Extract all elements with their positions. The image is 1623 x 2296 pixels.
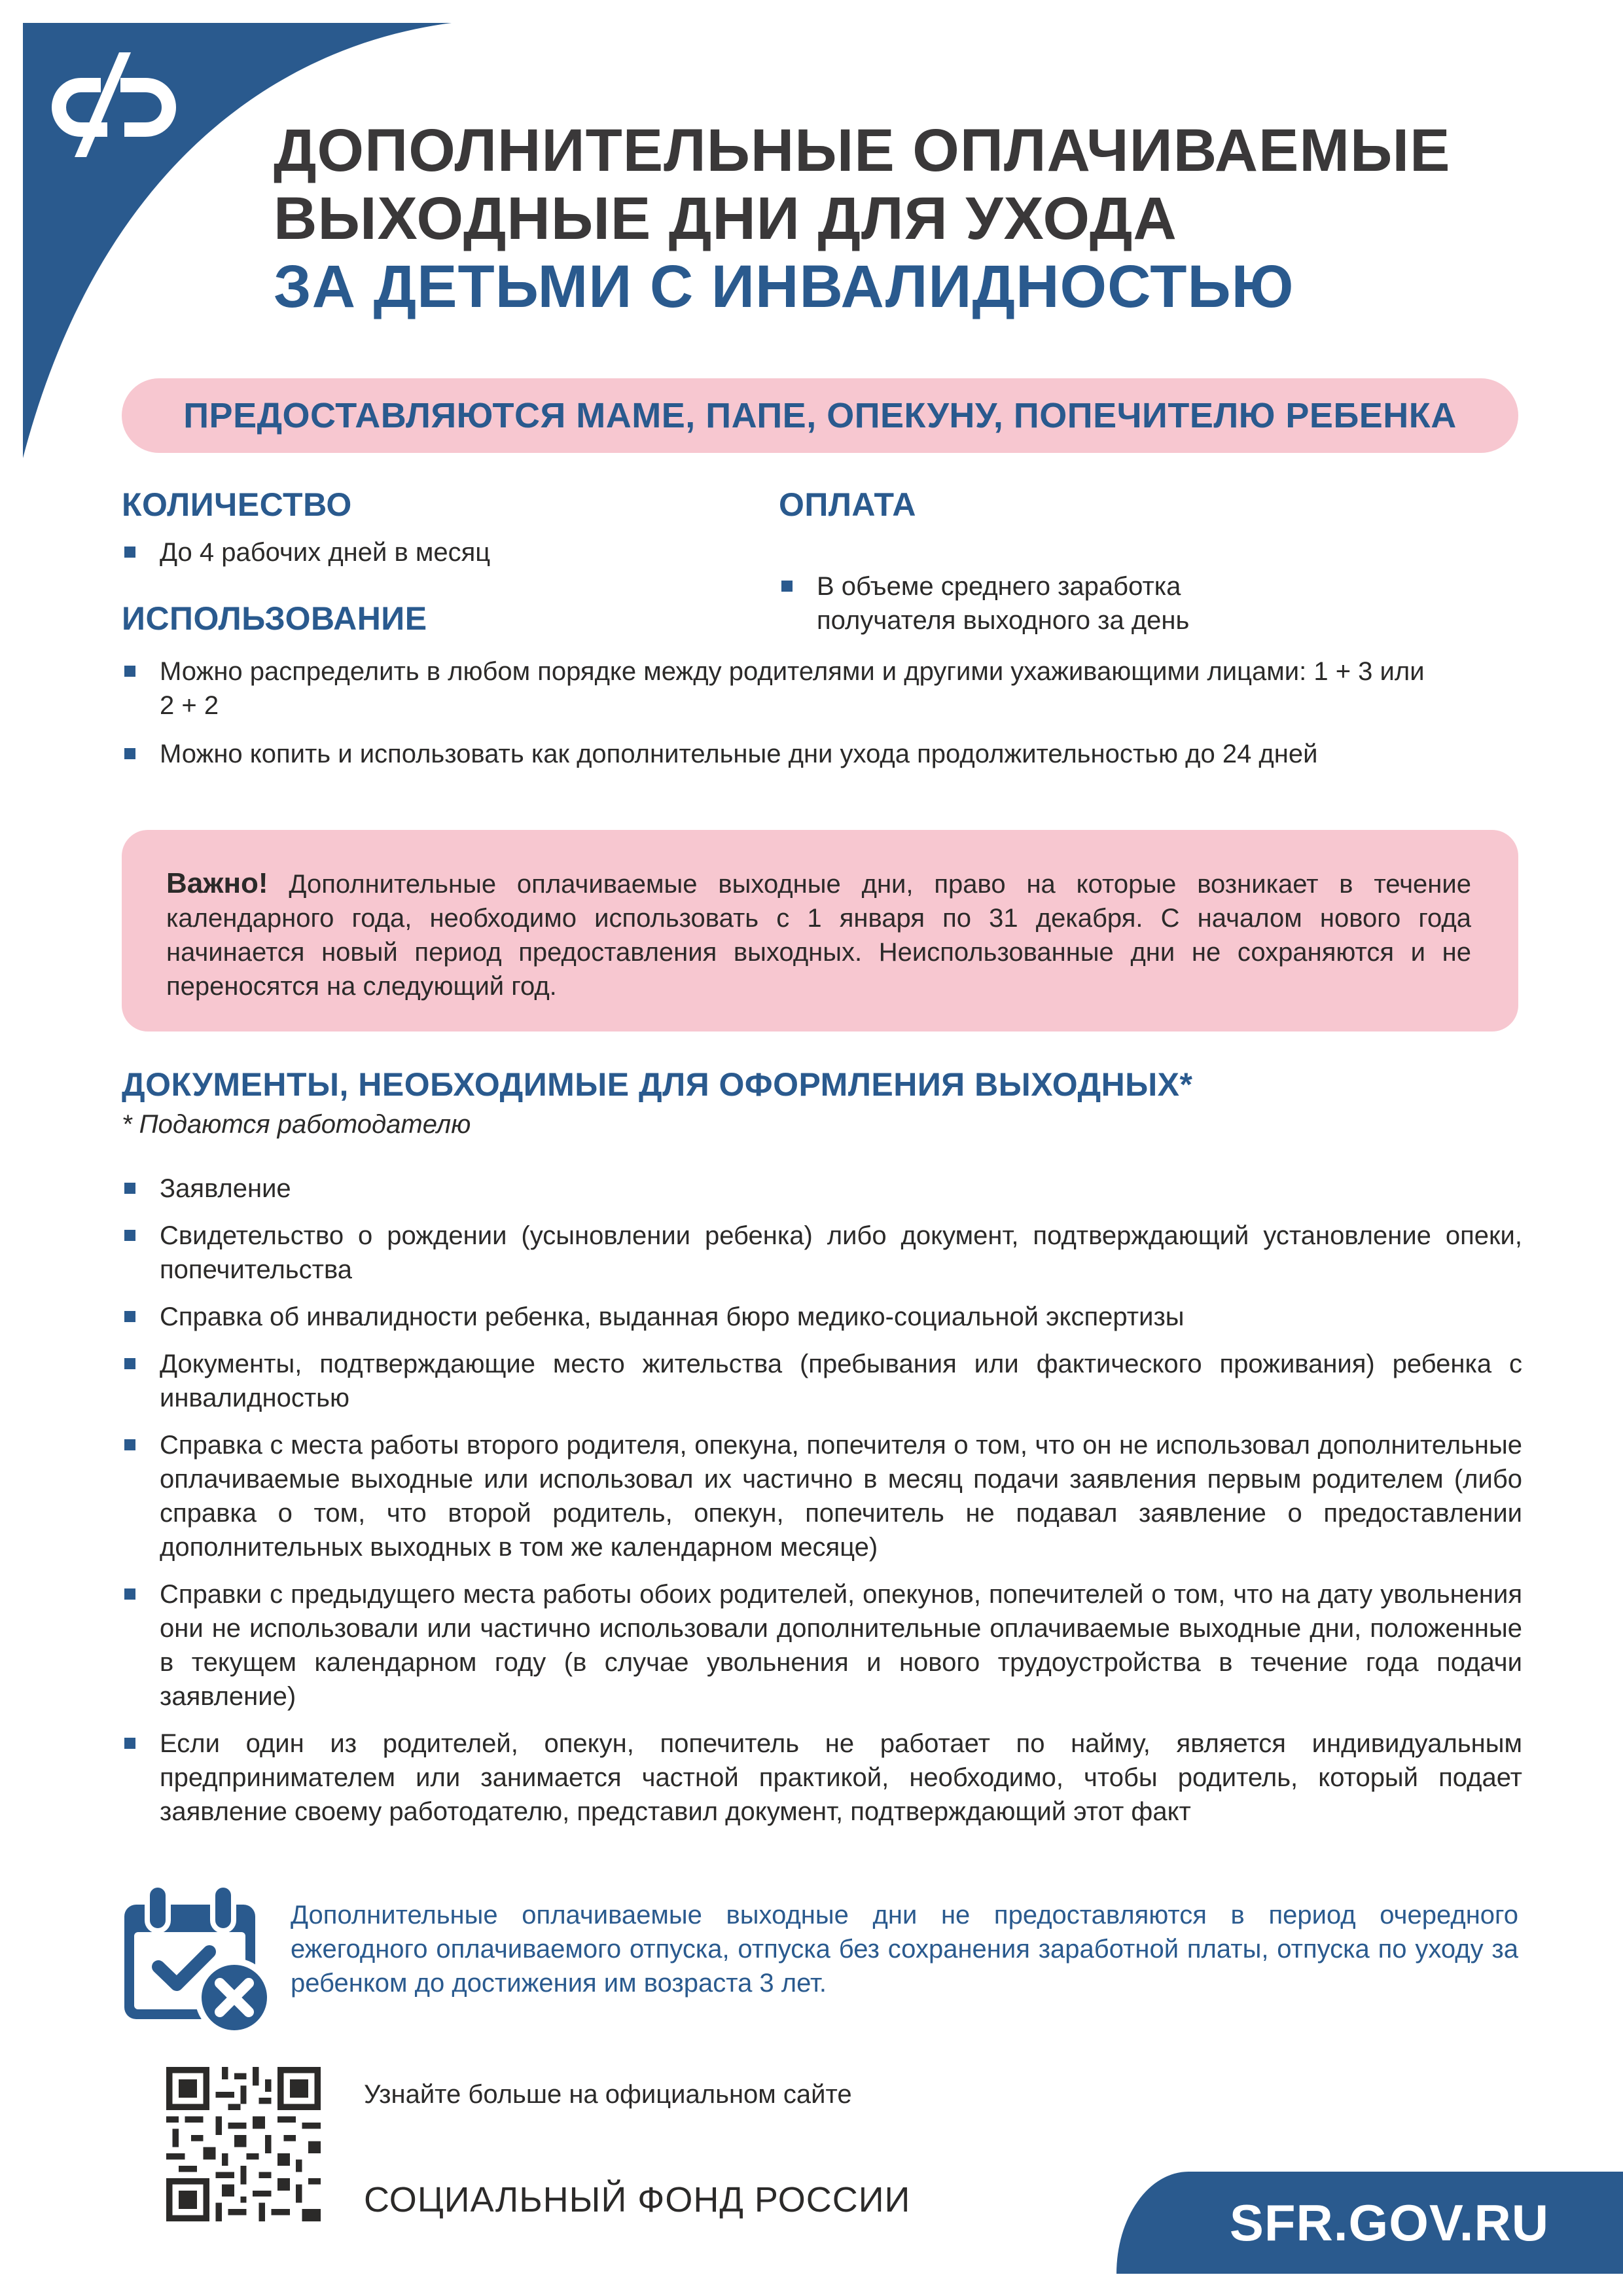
calendar-check-cancel-icon — [118, 1885, 275, 2036]
sfr-logo-icon — [47, 52, 185, 164]
usage-list — [122, 655, 1431, 771]
documents-footnote: * Подаются работодателю — [122, 1110, 471, 1139]
document-item: Свидетельство о рождении (усыновлении ребенка) либо документ, подтверждающий установление опеки, попечительства — [122, 1219, 1522, 1287]
page-title — [274, 117, 1450, 321]
important-notice — [166, 867, 1471, 1003]
title-line-1: ДОПОЛНИТЕЛЬНЫЕ ОПЛАЧИВАЕМЫЕ — [274, 117, 1451, 184]
website-badge[interactable] — [1116, 2172, 1623, 2274]
document-item: Справка с места работы второго родителя, опекуна, попечителя о том, что он не использовал дополнительные оплачиваемые выходные или использовал их частично в месяц подачи заявления первым родителем (либо справка о том, что второй родитель, опекун, попечитель не подавал заявление о предоставлении дополнительных выходных в том же календарном месяце) — [122, 1428, 1522, 1564]
usage-heading: ИСПОЛЬЗОВАНИЕ — [122, 600, 427, 637]
important-notice-box — [122, 830, 1518, 1031]
document-item: Заявление — [122, 1172, 1522, 1206]
document-item: Если один из родителей, опекун, попечитель не работает по найму, является индивидуальным предпринимателем или занимается частной практикой, необходимо, чтобы родитель, который подает заявление своему работодателю, представил документ, подтверждающий этот факт — [122, 1727, 1522, 1829]
important-text: Дополнительные оплачиваемые выходные дни, право на которые возникает в течение календарного года, необходимо использовать с 1 января по 31 декабря. С началом нового года начинается новый период предоставления выходных. Неиспользованные дни не сохраняются и не переносятся на следующий год. — [166, 870, 1471, 1001]
usage-item: Можно копить и использовать как дополнительные дни ухода продолжительностью до 24 дней — [122, 737, 1431, 771]
documents-heading: ДОКУМЕНТЫ, НЕОБХОДИМЫЕ ДЛЯ ОФОРМЛЕНИЯ ВЫХОДНЫХ* — [122, 1066, 1193, 1103]
documents-list — [122, 1172, 1522, 1842]
quantity-item: До 4 рабочих дней в месяц — [122, 535, 801, 569]
notice-text: Дополнительные оплачиваемые выходные дни не предоставляются в период очередного ежегодного оплачиваемого отпуска, отпуска без сохранения заработной платы, отпуска по уходу за ребенком до достижения им возраста 3 лет. — [291, 1901, 1518, 1998]
eligibility-text: ПРЕДОСТАВЛЯЮТСЯ МАМЕ, ПАПЕ, ОПЕКУНУ, ПОПЕЧИТЕЛЮ РЕБЕНКА — [183, 396, 1457, 435]
learn-more-text: Узнайте больше на официальном сайте — [364, 2080, 852, 2109]
payment-item: В объеме среднего заработка получателя выходного за день — [779, 569, 1314, 637]
payment-heading: ОПЛАТА — [779, 486, 917, 523]
usage-item: Можно распределить в любом порядке между родителями и другими ухаживающими лицами: 1 + 3 или 2 + 2 — [122, 655, 1431, 723]
title-line-3: ЗА ДЕТЬМИ С ИНВАЛИДНОСТЬЮ — [274, 253, 1294, 320]
important-label: Важно! — [166, 867, 268, 899]
eligibility-banner — [122, 378, 1518, 453]
document-item: Справки с предыдущего места работы обоих родителей, опекунов, попечителей о том, что на дату увольнения они не использовали или частично использовали дополнительные оплачиваемые выходные дни, положенные в текущем календарном году (в случае увольнения и нового трудоустройства в течение года подачи заявление) — [122, 1577, 1522, 1713]
quantity-heading: КОЛИЧЕСТВО — [122, 486, 352, 523]
document-item: Документы, подтверждающие место жительства (пребывания или фактического проживания) ребенка с инвалидностью — [122, 1347, 1522, 1415]
title-line-2: ВЫХОДНЫЕ ДНИ ДЛЯ УХОДА — [274, 185, 1177, 252]
website-link[interactable]: SFR.GOV.RU — [1229, 2193, 1550, 2251]
qr-code-icon[interactable] — [166, 2067, 321, 2221]
document-item: Справка об инвалидности ребенка, выданная бюро медико-социальной экспертизы — [122, 1300, 1522, 1334]
organization-name: СОЦИАЛЬНЫЙ ФОНД РОССИИ — [364, 2180, 911, 2219]
